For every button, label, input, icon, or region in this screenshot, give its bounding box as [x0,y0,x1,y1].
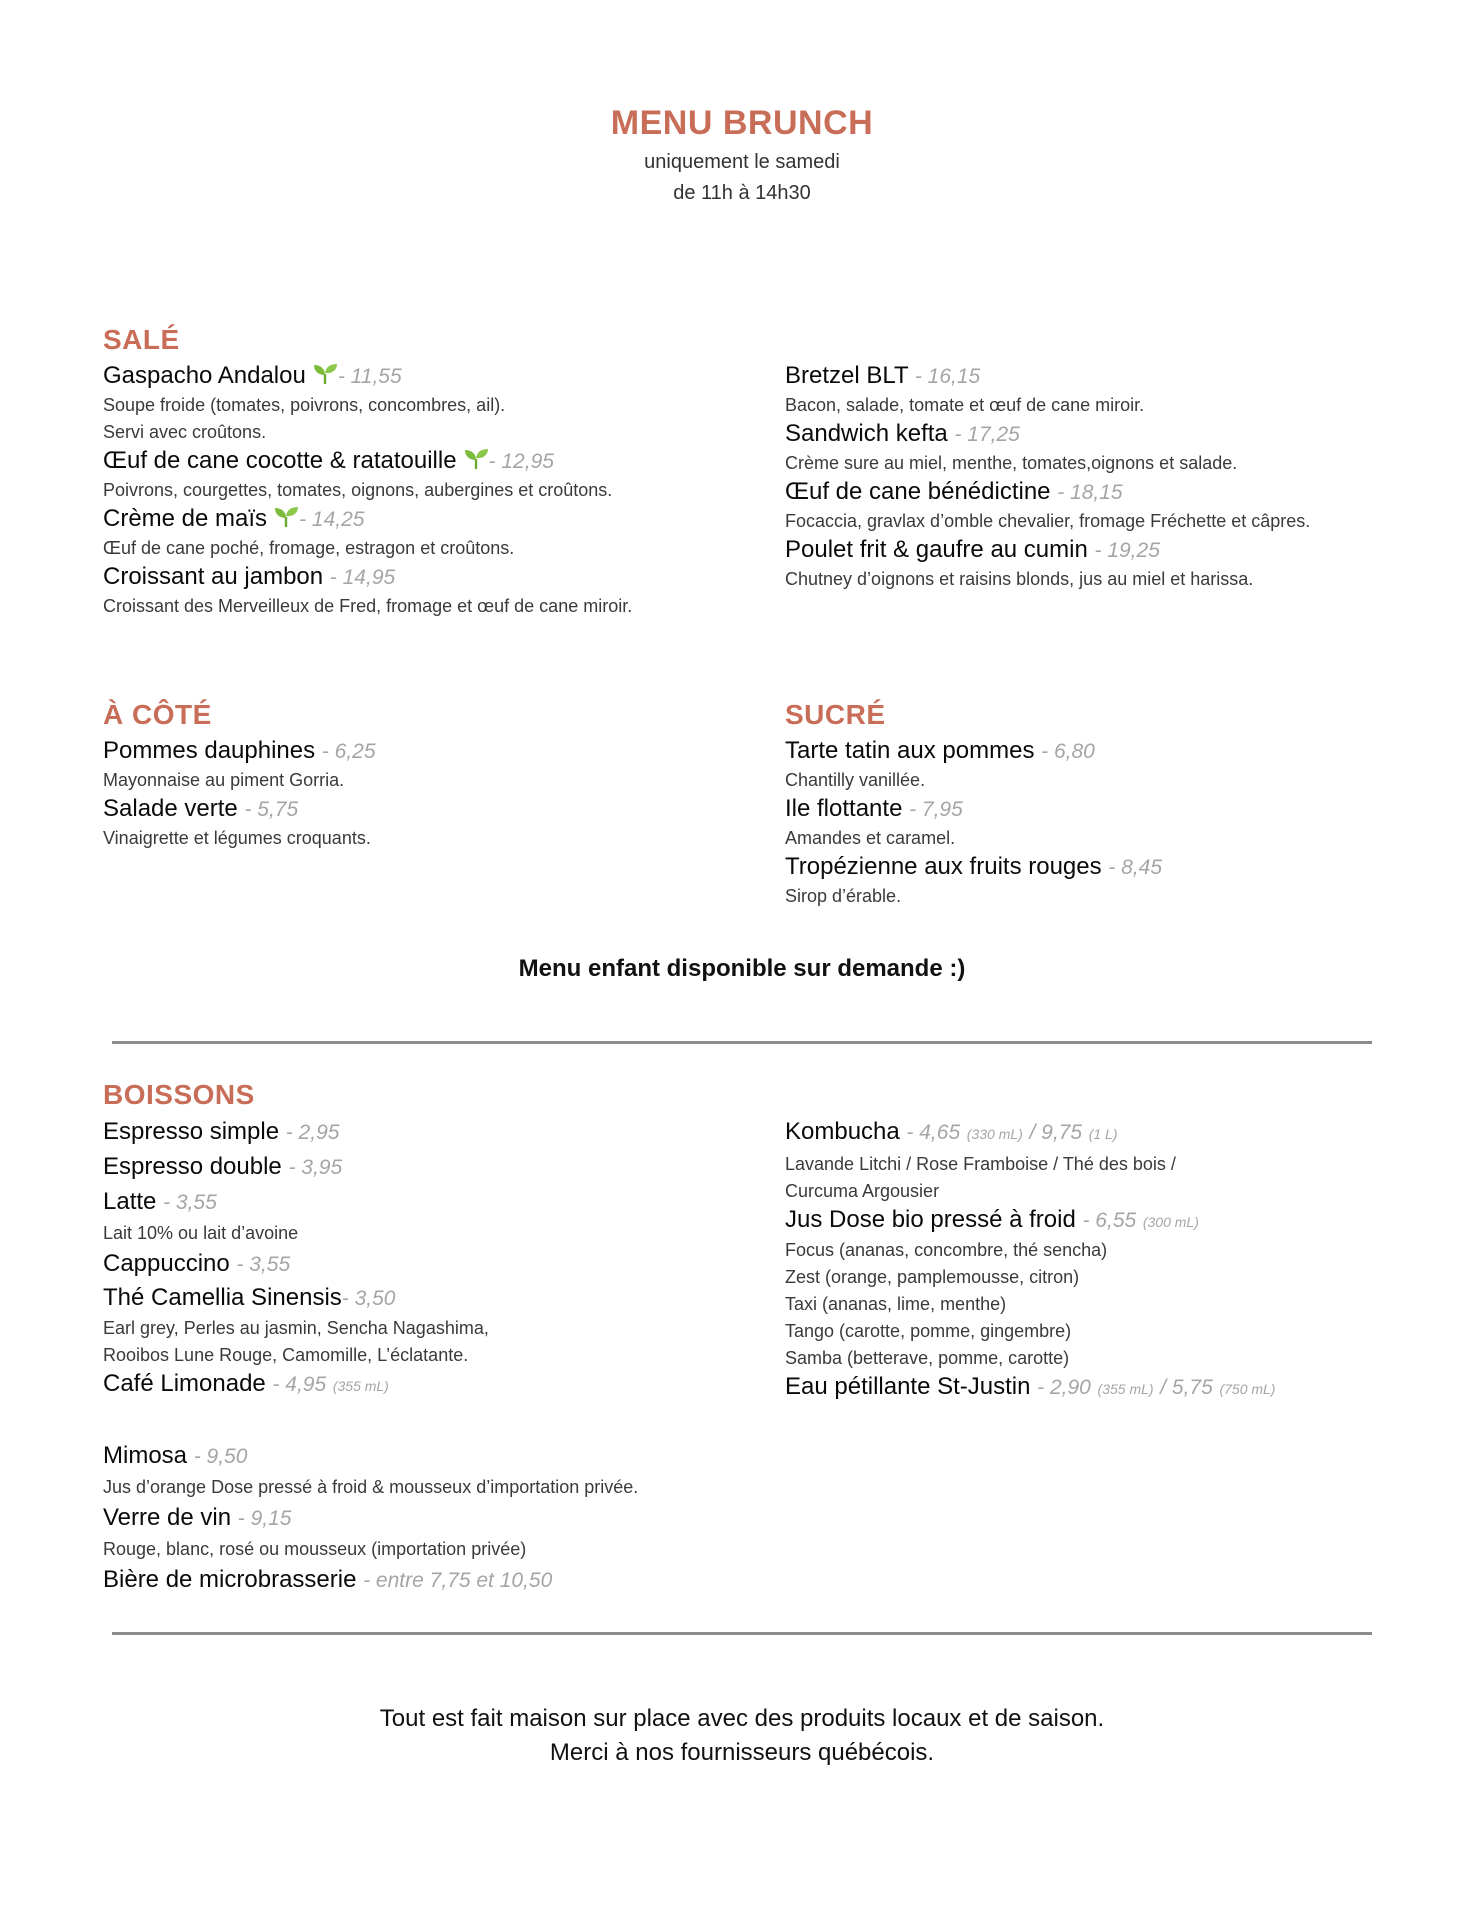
section-heading-boissons: BOISSONS [103,1079,255,1110]
menu-item-description: Tango (carotte, pomme, gingembre) [785,1321,1072,1341]
menu-item-description: Bacon, salade, tomate et œuf de cane miroir. [785,395,1145,415]
menu-item-description: Servi avec croûtons. [103,422,267,442]
menu-item-description: Focaccia, gravlax d’omble chevalier, fromage Fréchette et câpres. [785,511,1311,531]
menu-item-name: Café Limonade - 4,95 (355 mL) [103,1370,389,1397]
subtitle-day: uniquement le samedi [644,151,840,173]
menu-item-name: Jus Dose bio pressé à froid - 6,55 (300 mL) [785,1206,1199,1233]
menu-item-name: Eau pétillante St-Justin - 2,90 (355 mL) / 5,75 (750 mL) [785,1373,1276,1400]
menu-item-description: Lait 10% ou lait d’avoine [103,1223,299,1243]
subtitle-hours: de 11h à 14h30 [673,182,811,204]
sucre-column [785,736,1162,910]
menu-item-description: Œuf de cane poché, fromage, estragon et croûtons. [103,538,515,558]
menu-item-description: Curcuma Argousier [785,1181,940,1201]
menu-item-name: Cappuccino - 3,55 [103,1250,291,1277]
menu-item-description: Crème sure au miel, menthe, tomates,oignons et salade. [785,453,1238,473]
section-heading-cote: À CÔTÉ [103,699,212,730]
menu-item-description: Mayonnaise au piment Gorria. [103,770,345,790]
menu-item-name: Ile flottante - 7,95 [785,795,963,822]
menu-item-name: Bière de microbrasserie - entre 7,75 et 10,50 [103,1566,553,1593]
menu-item-name: Salade verte - 5,75 [103,795,299,822]
menu-item-description: Rouge, blanc, rosé ou mousseux (importation privée) [103,1539,527,1559]
menu-item-description: Croissant des Merveilleux de Fred, fromage et œuf de cane miroir. [103,596,633,616]
menu-item-description: Lavande Litchi / Rose Framboise / Thé des bois / [785,1154,1176,1174]
menu-item-name: Œuf de cane bénédictine - 18,15 [785,478,1123,505]
divider [112,1041,1372,1044]
menu-item-name: Mimosa - 9,50 [103,1442,248,1469]
menu-item-description: Focus (ananas, concombre, thé sencha) [785,1240,1108,1260]
menu-item-name: Verre de vin - 9,15 [103,1504,292,1531]
menu-item-name: Crème de maïs - 14,25 [103,505,365,532]
cote-column [103,736,376,852]
menu-item-description: Vinaigrette et légumes croquants. [103,828,371,848]
sprout-icon [312,363,338,385]
boissons-right-column [785,1115,1275,1404]
menu-item-name: Espresso simple - 2,95 [103,1118,340,1145]
menu-title: MENU BRUNCH [610,104,874,142]
menu-item-name: Kombucha - 4,65 (330 mL) / 9,75 (1 L) [785,1118,1118,1145]
sale-left-column [103,361,632,620]
footer-line: Merci à nos fournisseurs québécois. [549,1739,935,1766]
menu-item-description: Taxi (ananas, lime, menthe) [785,1294,1007,1314]
menu-item-description: Samba (betterave, pomme, carotte) [785,1348,1070,1368]
menu-item-description: Chantilly vanillée. [785,770,926,790]
menu-item-name: Poulet frit & gaufre au cumin - 19,25 [785,536,1160,563]
menu-item-name: Espresso double - 3,95 [103,1153,343,1180]
boissons-left-column [103,1115,489,1401]
footer-line: Tout est fait maison sur place avec des produits locaux et de saison. [379,1705,1105,1732]
menu-item-description: Soupe froide (tomates, poivrons, concombres, ail). [103,395,506,415]
menu-item-name: Croissant au jambon - 14,95 [103,563,396,590]
section-heading-sucre: SUCRÉ [785,699,886,730]
menu-item-name: Pommes dauphines - 6,25 [103,737,376,764]
menu-item-name: Gaspacho Andalou - 11,55 [103,362,402,389]
menu-item-name: Bretzel BLT - 16,15 [785,362,981,389]
menu-item-name: Tarte tatin aux pommes - 6,80 [785,737,1095,764]
menu-item-description: Zest (orange, pamplemousse, citron) [785,1267,1080,1287]
menu-item-description: Jus d’orange Dose pressé à froid & mousseux d’importation privée. [103,1477,639,1497]
menu-item-name: Latte - 3,55 [103,1188,217,1215]
menu-item-name: Sandwich kefta - 17,25 [785,420,1020,447]
menu-item-name: Œuf de cane cocotte & ratatouille - 12,95 [103,447,554,474]
menu-item-description: Chutney d’oignons et raisins blonds, jus au miel et harissa. [785,569,1254,589]
kids-menu-note: Menu enfant disponible sur demande :) [518,955,966,982]
sale-right-column [785,361,1310,593]
section-heading-sale: SALÉ [103,324,180,355]
menu-item-description: Poivrons, courgettes, tomates, oignons, aubergines et croûtons. [103,480,613,500]
alcool-column [103,1441,638,1596]
menu-item-description: Sirop d’érable. [785,886,902,906]
menu-item-name: Tropézienne aux fruits rouges - 8,45 [785,853,1162,880]
divider [112,1632,1372,1635]
sprout-icon [463,448,489,470]
menu-item-description: Rooibos Lune Rouge, Camomille, L’éclatante. [103,1345,469,1365]
menu-item-description: Amandes et caramel. [785,828,956,848]
menu-item-description: Earl grey, Perles au jasmin, Sencha Nagashima, [103,1318,489,1338]
sprout-icon [273,506,299,528]
menu-item-name: Thé Camellia Sinensis- 3,50 [103,1284,396,1311]
